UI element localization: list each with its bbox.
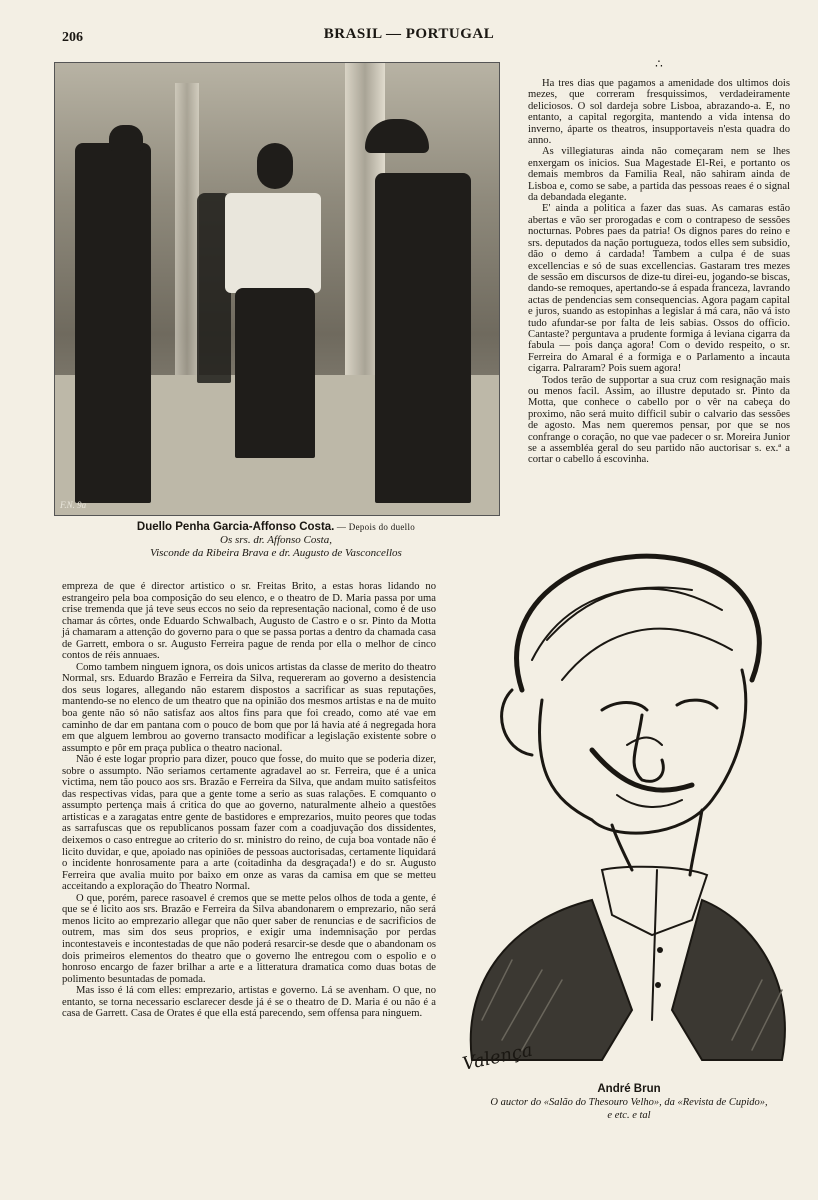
hair-strokes (532, 588, 732, 680)
photo-caption-after: — Depois do duello (334, 522, 416, 532)
figure-center-shirt (225, 193, 321, 293)
article-paragraph: O que, porém, parece rasoavel é cremos que se mette pelos olhos de toda a gente, é que se é licito aos srs. Brazão e Ferreira da Silva abandonarem o emprezario, não será menos licito ao emprezario allegar que não quer saber de renuncias e de sacrificios de outrem, mas sim dos seus proprios, e exigir uma indemnisação por perdas incontestaveis e incontestadas de que não poderá resarcir-se desde que o abandonam os dois primeiros elementos do theatro que o governo lhe entregou com o espolio e o honroso encargo de fazer brilhar a arte e a litteratura dramatica como duas botas de polimento besuntadas de pomada. (62, 892, 436, 985)
face-outline (539, 670, 745, 833)
figure-left-cap (109, 125, 143, 151)
caricature-drawing (452, 540, 800, 1076)
duel-photograph (54, 62, 500, 516)
artist-signature: Valença (460, 1039, 535, 1075)
coat-left (471, 900, 632, 1060)
running-head: BRASIL — PORTUGAL (323, 26, 495, 42)
photo-caption (54, 521, 498, 560)
mustache (592, 750, 692, 790)
figure-center-trousers (235, 288, 315, 458)
nose (634, 715, 663, 781)
figure-right (375, 173, 471, 503)
photo-credit: F.N. 9a (60, 500, 87, 510)
photo-caption-line2: Os srs. dr. Affonso Costa, (220, 534, 332, 546)
article-column-bottom-left (62, 581, 436, 1020)
article-paragraph: Como tambem ninguem ignora, os dois unicos artistas da classe de merito do theatro Normal, srs. Eduardo Brazão e Ferreira da Silva, requereram ao governo a desistencia dos seus logares, allegando não estarem dispostos a sacrificar as suas reputações, mantendo-se no elenco de um theatro que na opinião dos mesmos artistas e na de muito boa gente não só não satisfaz aos altos fins para que foi creado, como até vae em caminho de dar em pantana com o pouco de bom que por lá havia até á negregada hora em que alguem lembrou ao governo transacto modificar a legislação existente sobre o assumpto e pôr em praça publica o theatro nacional. (62, 661, 436, 754)
article-paragraph: Mas isso é lá com elles: emprezario, artistas e governo. Lá se avenham. O que, no entanto, se torna necessario esclarecer desde já é se o theatro de D. Maria é ou não é a casa de Garrett. Casa de Orates é que ella está parecendo, sem offensa para ninguem. (62, 985, 436, 1020)
caricature-caption-title: André Brun (597, 1083, 661, 1095)
brow (627, 738, 662, 746)
article-paragraph: empreza de que é director artistico o sr. Freitas Brito, a estas horas lidando no estrangeiro pela boa composição do seu elenco, e o theatro de D. Maria passa por uma crise tremenda que já teve seus eccos no seio da representação nacional, como é de uso chamar ás côrtes, onde Eduardo Schwalbach, Augusto de Castro e o sr. Pinto da Motta já chamaram a attenção do governo para o que se passa portas a dentro da chamada casa de Garrett, embora o sr. Augusto Ferreira pague de renda por ella o melhor de cinco contos de réis annuaes. (62, 581, 436, 662)
eyes (602, 700, 717, 710)
article-paragraph: Ha tres dias que pagamos a amenidade dos ultimos dois mezes, que correram fresquissimos, verdadeiramente deliciosos. O sol dardeja sobre Lisboa, abrazando-a. E, no entanto, a capital regorgita, mantendo a vida intensa do inverno, áparte os theatros, insupportaveis n'esta quadra do anno. (528, 78, 790, 147)
button (655, 982, 661, 988)
background-tree (175, 83, 199, 383)
page-number: 206 (62, 30, 83, 45)
photo-caption-title: Duello Penha Garcia-Affonso Costa. (136, 521, 335, 533)
figure-left (75, 143, 151, 503)
article-paragraph: E' ainda a politica a fazer das suas. As camaras estão abertas e vão ser prorogadas e com o contrapeso de sessões nocturnas. Pobres paes da patria! Os dignos pares do reino e srs. deputados da nação portugueza, todos elles sem subsidio, dão o demo á cardada! Tambem a culpa é de suas excellencias e só de suas excellencias. Gastaram tres mezes de sessão em discursos de dize-tu direi-eu, jogando-se biscas, dando-se remoques, apertando-se á espada franceza, lavrando actas de pendencias sem consequencias. Agora pagam capital e juros, suando as estopinhas a legislar á má cara, não vá isto tudo afundar-se por falta de leis sabias. Ossos do officio. Cantaste? perguntava a prudente formiga á leviana cigarra da fabula — pois dança agora! Com o devido respeito, o sr. Ferreira do Amaral é a formiga e o Parlamento a incauta cigarra. Palraram? Pois suem agora! (528, 203, 790, 375)
article-paragraph: As villegiaturas ainda não começaram nem se lhes enxergam os inicios. Sua Magestade El-Rei, e portanto os demais membros da Familia Real, não sahiram ainda de Lisboa e, como se sabe, a partida das pessoas reaes é o signal da debandada elegante. (528, 146, 790, 204)
hair-outline (517, 556, 760, 690)
ear-left (502, 690, 532, 755)
shirt-front (652, 870, 657, 1020)
article-column-top-right (528, 58, 790, 466)
photo-caption-line3: Visconde da Ribeira Brava e dr. Augusto de Vasconcellos (150, 547, 402, 559)
caricature-caption-line3: e etc. e tal (607, 1110, 651, 1121)
figure-center-head (257, 143, 293, 189)
section-separator: ∴ (655, 57, 663, 71)
article-paragraph: Todos terão de supportar a sua cruz com resignação mais ou menos facil. Assim, ao illustre deputado sr. Pinto da Motta, que conhece o cabello por o vêr na cabeça do proximo, não será muito difficil subir o calvario das sessões de agosto. Mas nem queremos pensar, por que se nos confrange o coração, no que vae padecer o sr. Moreira Junior se a assembléa geral do seu partido não auctorisar s. ex.ª a cortar o cabello á escovinha. (528, 374, 790, 466)
caricature-caption-line2: O auctor do «Salão do Thesouro Velho», da «Revista de Cupido», (490, 1097, 768, 1108)
article-paragraph: Não é este logar proprio para dizer, pouco que fosse, do muito que se poderia dizer, sobre o assumpto. Não seriamos certamente agradavel ao sr. Ferreira, que é a unica victima, nem tão pouco aos srs. Brazão e Ferreira da Silva, que andam muito satisfeitos das respectivas vidas, para que a gente tome a serio as suas ralações. E comquanto o assumpto pertença mais á critica do que ao governo, naturalmente alheio a questões artisticas e a zaragatas entre gente de bastidores e emprezarios, muito peores que todas as sarrafuscas que os republicanos possam fazer com a coadjuvação dos dissidentes, deixemos o caso entregue ao criterio do sr. ministro do reino, de cuja boa vontade não é licito duvidar, e que, apoiado nas opiniões de pessoas auctorisadas, certamente liquidará o incidente honrosamente para a arte (coitadinha da desgraçada!) e do sr. Augusto Ferreira que avalia muito por baixo em onze as varas da camisa em que se metteu acceitando a exploração do Theatro Normal. (62, 754, 436, 893)
button (657, 947, 663, 953)
mouth (617, 795, 682, 807)
caricature-caption (448, 1083, 810, 1122)
coat-right (672, 900, 785, 1060)
